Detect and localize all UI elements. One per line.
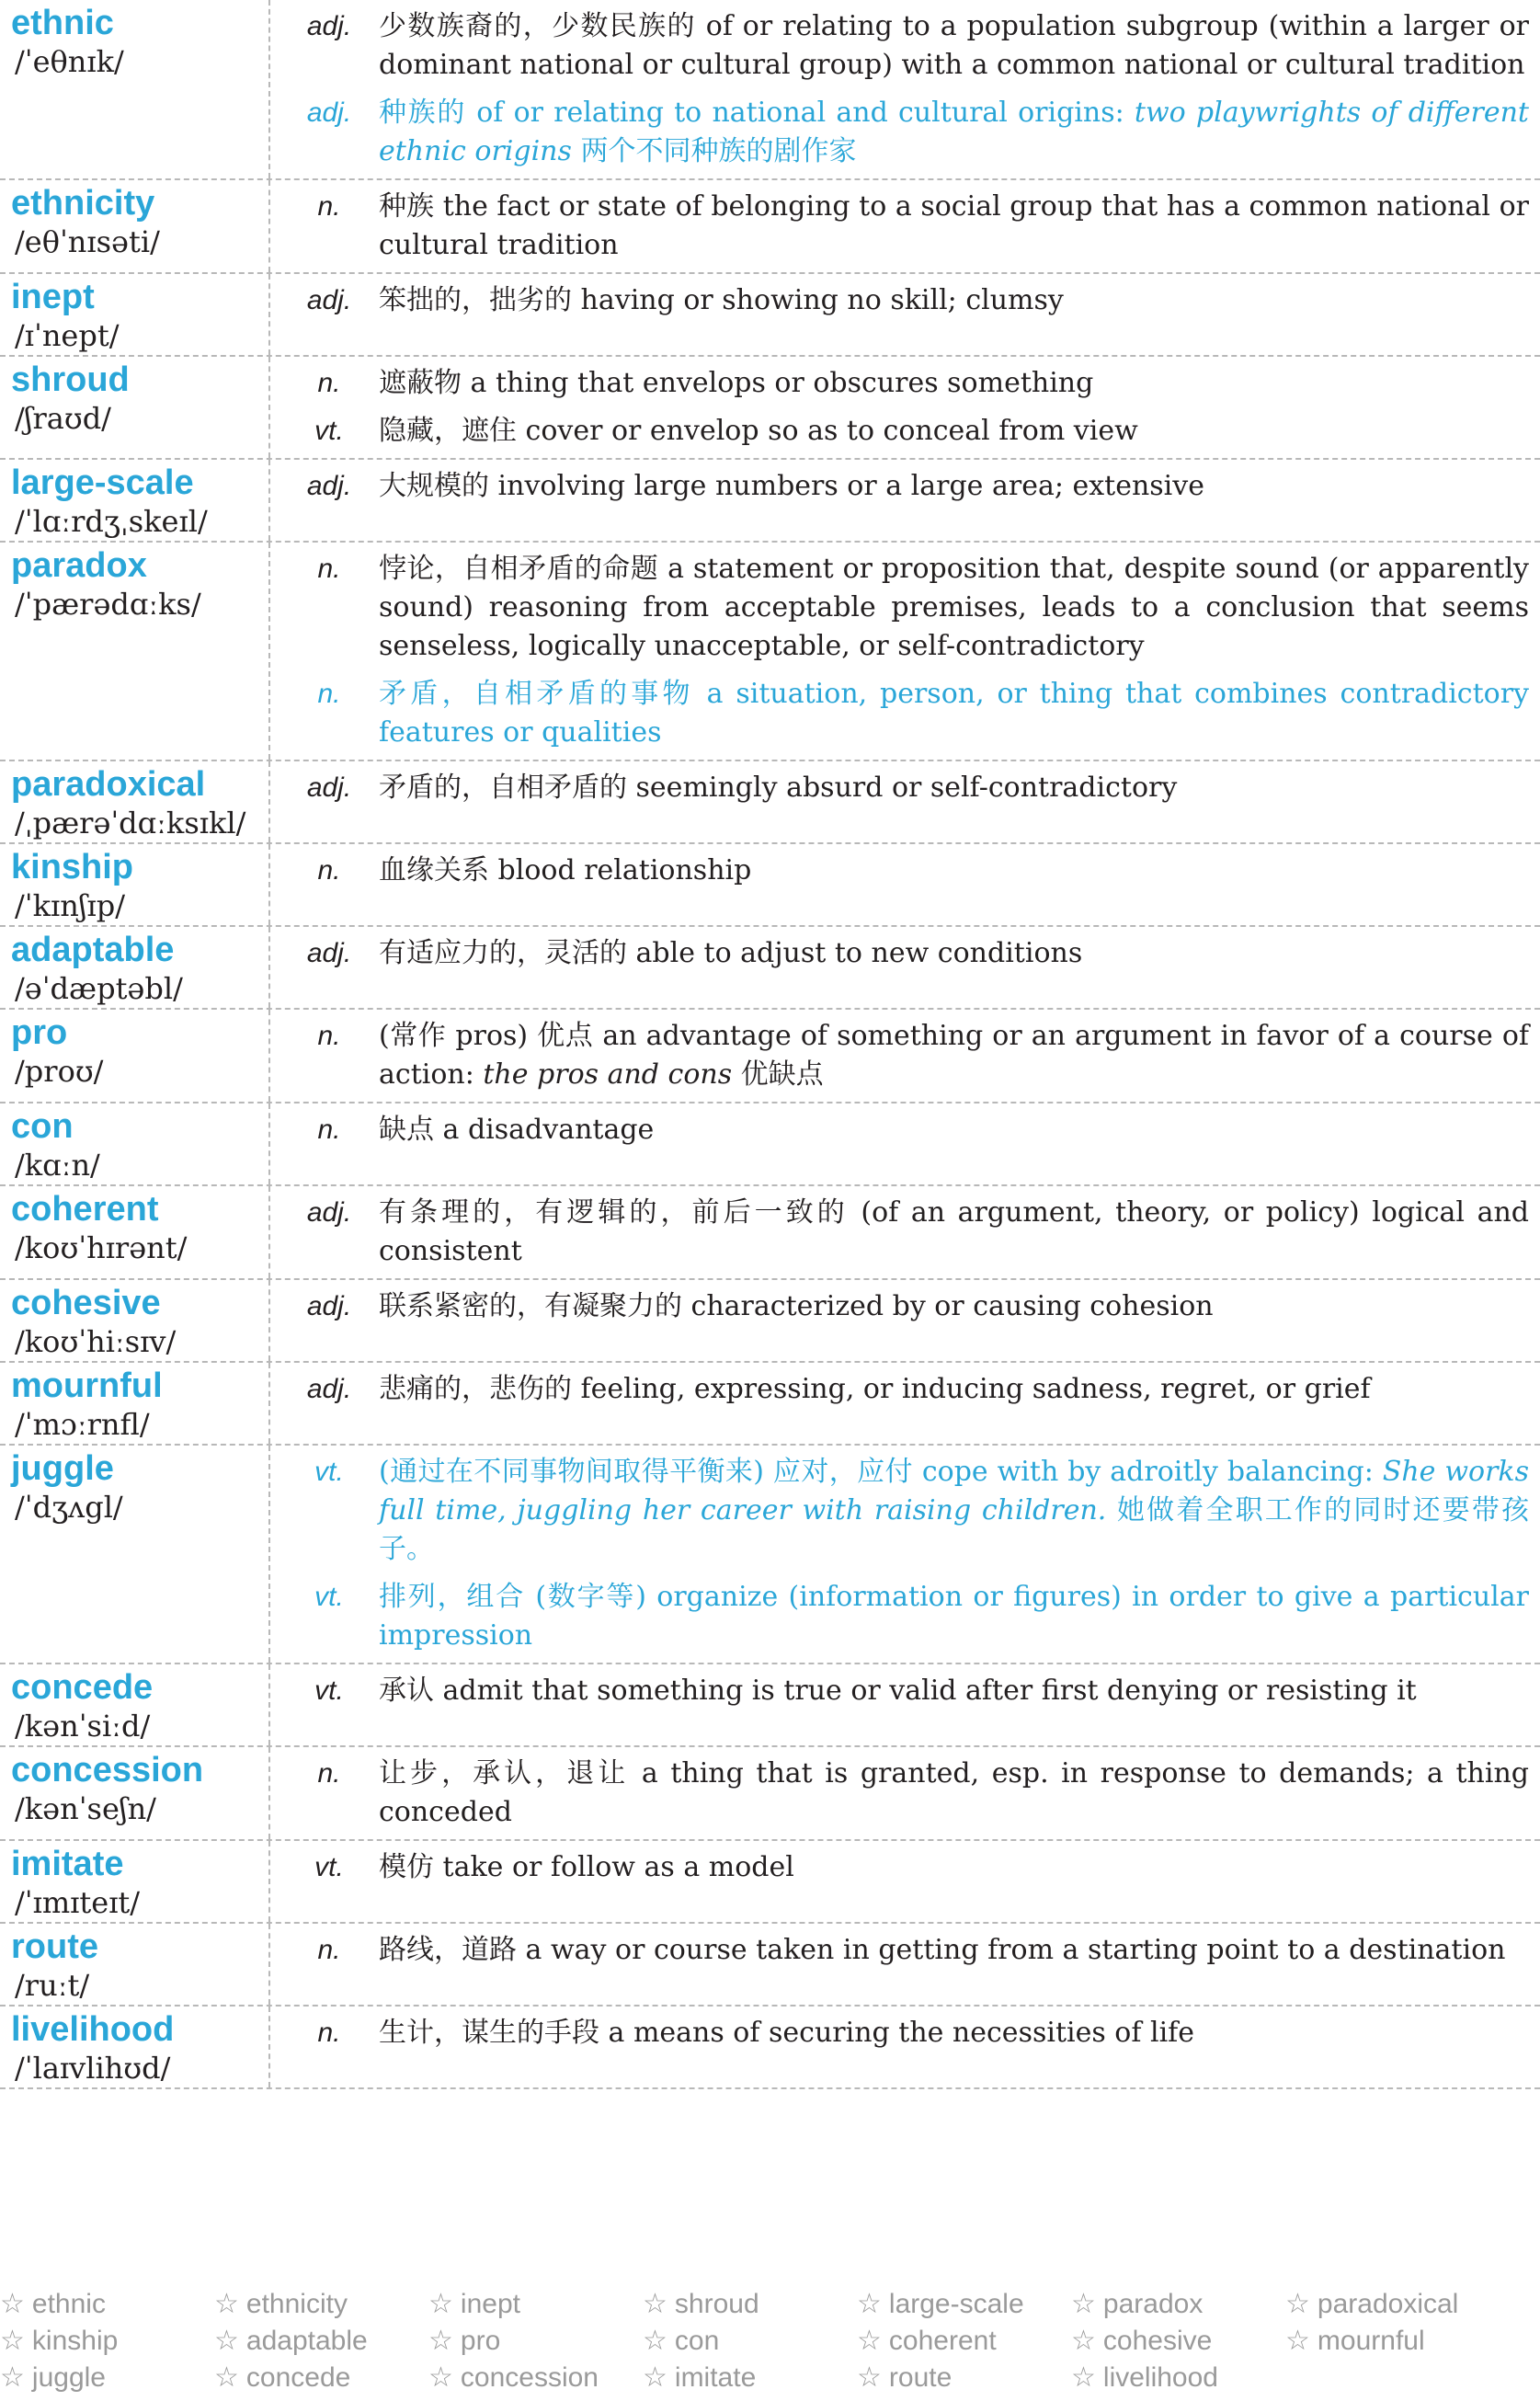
star-icon: ☆ [0, 2362, 25, 2393]
definition-text: 有条理的，有逻辑的，前后一致的 (of an argument, theory, or policy) logical and consistent [379, 1196, 1529, 1267]
review-word [857, 2361, 952, 2395]
definition-text: 有适应力的，灵活的 able to adjust to new conditions [379, 937, 1083, 969]
definition [373, 1672, 1529, 1710]
headword-cell [0, 1363, 270, 1444]
review-word [214, 2288, 348, 2321]
headword-cell [0, 0, 270, 178]
entry-row [0, 1363, 1540, 1446]
review-word [857, 2325, 997, 2358]
definition [373, 467, 1529, 506]
part-of-speech: adj. [306, 772, 352, 803]
sense [285, 281, 1529, 320]
star-icon: ☆ [857, 2326, 882, 2356]
definition [373, 1017, 1529, 1094]
sense [285, 1111, 1529, 1149]
headword-cell [0, 357, 270, 458]
star-icon: ☆ [1285, 2326, 1310, 2356]
definition [373, 1111, 1529, 1149]
review-word-label: juggle [31, 2362, 106, 2393]
review-word [428, 2288, 520, 2321]
review-word-label: con [674, 2326, 720, 2356]
definition-text: 缺点 a disadvantage [379, 1114, 655, 1146]
definition-cell [270, 0, 1540, 178]
headword: inept [11, 278, 95, 316]
definition [373, 364, 1529, 403]
entry-row [0, 1841, 1540, 1924]
definition [373, 675, 1529, 752]
definition [373, 934, 1529, 973]
part-of-speech: adj. [306, 471, 352, 501]
definition-text: 生计，谋生的手段 a means of securing the necessities of life [379, 2017, 1195, 2049]
sense [285, 769, 1529, 807]
headword-cell [0, 543, 270, 760]
definition [373, 852, 1529, 890]
part-of-speech: n. [317, 2018, 341, 2048]
headword: mournful [11, 1366, 163, 1405]
entry-row [0, 0, 1540, 180]
review-word-label: pro [460, 2326, 501, 2356]
review-word-label: concession [460, 2362, 599, 2393]
review-word-label: shroud [674, 2289, 759, 2319]
phonetic: /ˈdʒʌgl/ [15, 1490, 123, 1525]
star-icon: ☆ [214, 2362, 239, 2393]
entry-row [0, 1924, 1540, 2007]
sense [285, 1017, 1529, 1094]
phonetic: /koʊˈhiːsɪv/ [15, 1324, 177, 1359]
star-icon: ☆ [1285, 2289, 1310, 2319]
headword-cell [0, 761, 270, 842]
phonetic: /ˈeθnɪk/ [15, 44, 124, 79]
headword: livelihood [11, 2010, 175, 2049]
part-of-speech: n. [317, 679, 341, 709]
star-icon: ☆ [1071, 2362, 1096, 2393]
review-word [857, 2288, 1024, 2321]
star-icon: ☆ [643, 2326, 667, 2356]
headword: paradox [11, 546, 147, 585]
part-of-speech: vt. [314, 1457, 344, 1487]
definition-text: (通过在不同事物间取得平衡来) 应对，应付 cope with by adroitly balancing: [379, 1456, 1383, 1488]
example-sentence: She works full time, juggling her career with raising children. [379, 1456, 1529, 1526]
definition [373, 1848, 1529, 1887]
definition-text: 遮蔽物 a thing that envelops or obscures something [379, 367, 1094, 399]
example-sentence: the pros and cons [483, 1058, 733, 1091]
entry-row [0, 357, 1540, 460]
sense [285, 550, 1529, 666]
definition-cell [270, 1280, 1540, 1361]
review-word [643, 2288, 759, 2321]
definition-text: 隐藏，遮住 cover or envelop so as to conceal from view [379, 415, 1138, 447]
sense [285, 675, 1529, 752]
definition [373, 1194, 1529, 1271]
definition [373, 769, 1529, 807]
definition-cell [270, 1924, 1540, 2005]
headword: cohesive [11, 1284, 161, 1322]
entry-row [0, 1747, 1540, 1841]
headword: kinship [11, 848, 134, 886]
definition-text: 模仿 take or follow as a model [379, 1851, 794, 1883]
definition-text: 矛盾的，自相矛盾的 seemingly absurd or self-contradictory [379, 772, 1178, 804]
phonetic: /ʃraʊd/ [15, 401, 111, 436]
entry-row [0, 1186, 1540, 1280]
entry-row [0, 2007, 1540, 2089]
sense [285, 1848, 1529, 1887]
definition [373, 1287, 1529, 1326]
part-of-speech: adj. [306, 285, 352, 315]
review-word [1285, 2325, 1425, 2358]
definition-cell [270, 274, 1540, 355]
definition [373, 550, 1529, 666]
example-translation: 两个不同种族的剧作家 [571, 135, 857, 167]
part-of-speech: adj. [306, 1374, 352, 1404]
definition-cell [270, 927, 1540, 1008]
definition-cell [270, 1103, 1540, 1184]
review-word-label: adaptable [245, 2326, 368, 2356]
star-icon: ☆ [428, 2362, 453, 2393]
sense [285, 1453, 1529, 1569]
part-of-speech: adj. [306, 11, 352, 41]
headword-cell [0, 1280, 270, 1361]
definition-text: 少数族裔的，少数民族的 of or relating to a population subgroup (within a larger or dominant national or cultural group) with a common national or cultural tradition [379, 10, 1529, 81]
entry-row [0, 274, 1540, 357]
sense [285, 934, 1529, 973]
definition-text: 让步，承认，退让 a thing that is granted, esp. in response to demands; a thing conceded [379, 1757, 1529, 1828]
star-icon: ☆ [1071, 2326, 1096, 2356]
review-word-label: kinship [31, 2326, 119, 2356]
definition-cell [270, 1747, 1540, 1839]
headword: paradoxical [11, 765, 206, 804]
phonetic: /kənˈsiːd/ [15, 1709, 151, 1744]
headword: imitate [11, 1845, 124, 1883]
star-icon: ☆ [857, 2289, 882, 2319]
sense [285, 7, 1529, 85]
definition-cell [270, 543, 1540, 760]
review-word [1071, 2288, 1203, 2321]
headword: ethnic [11, 4, 114, 42]
part-of-speech: adj. [306, 938, 352, 968]
entry-row [0, 927, 1540, 1010]
definition-text: 矛盾，自相矛盾的事物 a situation, person, or thing that combines contradictory features or qualities [379, 678, 1529, 749]
headword: concession [11, 1751, 204, 1789]
entry-row [0, 543, 1540, 761]
star-icon: ☆ [214, 2289, 239, 2319]
headword-cell [0, 1841, 270, 1922]
star-icon: ☆ [0, 2289, 25, 2319]
headword-cell [0, 274, 270, 355]
part-of-speech: adj. [306, 1291, 352, 1321]
sense [285, 467, 1529, 506]
review-word-label: route [888, 2362, 953, 2393]
headword-cell [0, 180, 270, 272]
review-word-label: cohesive [1102, 2326, 1213, 2356]
definition [373, 1578, 1529, 1655]
review-word-label: livelihood [1102, 2362, 1218, 2393]
star-icon: ☆ [0, 2326, 25, 2356]
review-word-label: ethnic [31, 2289, 106, 2319]
star-icon: ☆ [428, 2326, 453, 2356]
definition-text: 承认 admit that something is true or valid after first denying or resisting it [379, 1675, 1417, 1707]
definition-text: 排列，组合 (数字等) organize (information or figures) in order to give a particular impression [379, 1581, 1529, 1652]
headword: adaptable [11, 931, 175, 969]
sense [285, 1931, 1529, 1970]
definition-text: 种族 the fact or state of belonging to a social group that has a common national or cultural tradition [379, 190, 1529, 261]
phonetic: /ˈɪmɪteɪt/ [15, 1885, 141, 1920]
review-word-label: concede [245, 2362, 351, 2393]
sense [285, 1755, 1529, 1832]
entry-row [0, 460, 1540, 543]
definition-cell [270, 844, 1540, 925]
review-word-label: ethnicity [245, 2289, 348, 2319]
star-icon: ☆ [428, 2289, 453, 2319]
example-translation: 她做着全职工作的同时还要带孩子。 [379, 1494, 1529, 1565]
part-of-speech: n. [317, 1021, 341, 1051]
phonetic: /koʊˈhɪrənt/ [15, 1230, 188, 1265]
definition-cell [270, 1446, 1540, 1663]
part-of-speech: n. [317, 191, 341, 222]
review-word-label: paradoxical [1317, 2289, 1459, 2319]
definition [373, 1370, 1529, 1409]
phonetic: /eθˈnɪsəti/ [15, 224, 160, 259]
headword: coherent [11, 1190, 159, 1229]
phonetic: /ˈlaɪvlihʊd/ [15, 2051, 171, 2086]
review-word-label: imitate [674, 2362, 757, 2393]
headword: concede [11, 1668, 154, 1707]
entry-row [0, 1103, 1540, 1186]
star-icon: ☆ [214, 2326, 239, 2356]
headword-cell [0, 460, 270, 541]
sense [285, 412, 1529, 451]
star-icon: ☆ [643, 2289, 667, 2319]
review-word-label: mournful [1317, 2326, 1425, 2356]
entry-row [0, 761, 1540, 844]
sense [285, 1578, 1529, 1655]
review-word-label: large-scale [888, 2289, 1024, 2319]
phonetic: /kənˈseʃn/ [15, 1791, 156, 1826]
headword-cell [0, 1446, 270, 1663]
example-translation: 优缺点 [732, 1058, 824, 1091]
phonetic: /ˈlɑːrdʒˌskeɪl/ [15, 504, 208, 539]
definition-cell [270, 1664, 1540, 1745]
definition [373, 7, 1529, 85]
phonetic: /ruːt/ [15, 1968, 90, 2003]
definition-text: 路线，道路 a way or course taken in getting from a starting point to a destination [379, 1934, 1506, 1966]
star-icon: ☆ [1071, 2289, 1096, 2319]
entry-row [0, 844, 1540, 927]
sense [285, 1370, 1529, 1409]
headword: juggle [11, 1449, 114, 1488]
phonetic: /ˈmɔːrnfl/ [15, 1407, 150, 1442]
definition-text: 血缘关系 blood relationship [379, 854, 752, 886]
part-of-speech: n. [317, 1935, 341, 1965]
headword: shroud [11, 360, 130, 399]
definition-cell [270, 180, 1540, 272]
sense [285, 1672, 1529, 1710]
review-word [214, 2361, 350, 2395]
review-word [214, 2325, 368, 2358]
definition-text: 大规模的 involving large numbers or a large area; extensive [379, 470, 1204, 502]
headword-cell [0, 1103, 270, 1184]
review-word-label: coherent [888, 2326, 997, 2356]
sense [285, 364, 1529, 403]
definition [373, 94, 1529, 171]
sense [285, 94, 1529, 171]
part-of-speech: n. [317, 368, 341, 398]
headword-cell [0, 1010, 270, 1102]
part-of-speech: n. [317, 1758, 341, 1789]
definition-text: 种族的 of or relating to national and cultural origins: [379, 97, 1135, 129]
part-of-speech: adj. [306, 97, 352, 128]
review-word [1285, 2288, 1458, 2321]
headword-cell [0, 1924, 270, 2005]
sense [285, 852, 1529, 890]
sense [285, 2014, 1529, 2052]
definition-cell [270, 1010, 1540, 1102]
definition [373, 188, 1529, 265]
entry-row [0, 1446, 1540, 1664]
part-of-speech: n. [317, 554, 341, 584]
part-of-speech: vt. [314, 416, 344, 446]
part-of-speech: n. [317, 1115, 341, 1145]
phonetic: /ɪˈnept/ [15, 318, 120, 353]
review-word-label: paradox [1102, 2289, 1203, 2319]
definition-cell [270, 460, 1540, 541]
headword: pro [11, 1013, 68, 1052]
definition [373, 1755, 1529, 1832]
headword-cell [0, 1186, 270, 1278]
definition-cell [270, 1841, 1540, 1922]
definition [373, 412, 1529, 451]
headword-cell [0, 844, 270, 925]
definition-text: 悲痛的，悲伤的 feeling, expressing, or inducing sadness, regret, or grief [379, 1373, 1371, 1405]
definition [373, 281, 1529, 320]
entry-row [0, 180, 1540, 274]
headword: ethnicity [11, 184, 155, 223]
phonetic: /ˈpærədɑːks/ [15, 587, 201, 622]
review-word [0, 2325, 118, 2358]
definition-cell [270, 1186, 1540, 1278]
entry-row [0, 1664, 1540, 1747]
phonetic: /ˈkɪnʃɪp/ [15, 888, 125, 923]
entry-row [0, 1280, 1540, 1363]
definition-text: (常作 pros) 优点 an advantage of something or an argument in favor of a course of action: [379, 1020, 1529, 1091]
review-word [1071, 2325, 1212, 2358]
review-word [643, 2361, 756, 2395]
review-word [1071, 2361, 1218, 2395]
definition-text: 笨拙的，拙劣的 having or showing no skill; clumsy [379, 284, 1064, 316]
definition-text: 联系紧密的，有凝聚力的 characterized by or causing cohesion [379, 1290, 1214, 1322]
headword-cell [0, 927, 270, 1008]
definition-cell [270, 1363, 1540, 1444]
star-icon: ☆ [857, 2362, 882, 2393]
part-of-speech: vt. [314, 1582, 344, 1612]
phonetic: /ˌpærəˈdɑːksɪkl/ [15, 806, 246, 840]
definition [373, 1931, 1529, 1970]
headword-cell [0, 2007, 270, 2087]
headword: route [11, 1927, 98, 1966]
review-word-label: inept [460, 2289, 520, 2319]
review-word [428, 2325, 500, 2358]
review-word [0, 2288, 106, 2321]
sense [285, 1194, 1529, 1271]
part-of-speech: adj. [306, 1197, 352, 1228]
entry-row [0, 1010, 1540, 1103]
review-word [643, 2325, 719, 2358]
phonetic: /əˈdæptəbl/ [15, 971, 183, 1006]
definition-cell [270, 2007, 1540, 2087]
part-of-speech: vt. [314, 1852, 344, 1882]
sense [285, 1287, 1529, 1326]
star-icon: ☆ [643, 2362, 667, 2393]
phonetic: /kɑːn/ [15, 1148, 100, 1183]
definition-cell [270, 357, 1540, 458]
headword: large-scale [11, 463, 194, 502]
headword-cell [0, 1664, 270, 1745]
phonetic: /proʊ/ [15, 1054, 104, 1089]
definition-cell [270, 761, 1540, 842]
example-sentence: two playwrights of different ethnic origins [379, 97, 1529, 167]
definition-text: 悖论，自相矛盾的命题 a statement or proposition that, despite sound (or apparently sound) reasoning from acceptable premises, leads to a conclusion that seems senseless, logically unacceptable, or self-contradictory [379, 553, 1529, 662]
part-of-speech: vt. [314, 1675, 344, 1706]
definition [373, 2014, 1529, 2052]
part-of-speech: n. [317, 855, 341, 886]
headword: con [11, 1107, 74, 1146]
review-word [0, 2361, 106, 2395]
review-word [428, 2361, 599, 2395]
sense [285, 188, 1529, 265]
definition [373, 1453, 1529, 1569]
headword-cell [0, 1747, 270, 1839]
